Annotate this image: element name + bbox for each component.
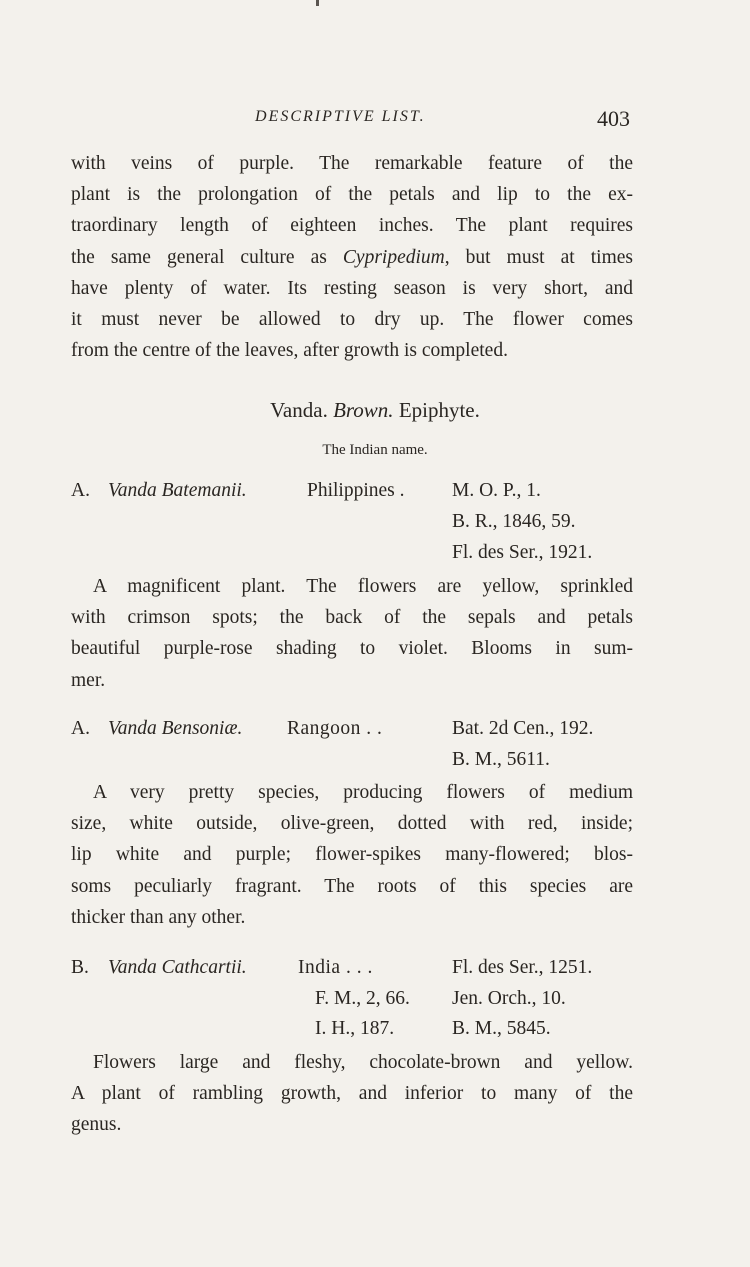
text-line: lip white and purple; flower-spikes many-flowered; blos- xyxy=(71,844,633,866)
text-line: from the centre of the leaves, after growth is completed. xyxy=(71,340,508,362)
text-line: A magnificent plant. The flowers are yellow, sprinkled xyxy=(93,576,633,597)
entry-grade: B. xyxy=(71,957,89,978)
page-edge-mark xyxy=(316,0,319,6)
entry-grade: A. xyxy=(71,480,90,501)
species-locality: India . . . xyxy=(298,957,373,978)
running-title: DESCRIPTIVE LIST. xyxy=(255,108,426,125)
genus-habit: Epiphyte. xyxy=(398,398,480,422)
reference: M. O. P., 1. xyxy=(452,480,541,501)
intro-paragraph xyxy=(71,148,633,366)
text-line: A plant of rambling growth, and inferior to many of the xyxy=(71,1083,633,1105)
reference: B. M., 5845. xyxy=(452,1018,551,1039)
text-line: A very pretty species, producing flowers of medium xyxy=(93,782,633,803)
reference: F. M., 2, 66. xyxy=(315,988,410,1009)
species-description xyxy=(71,1047,633,1141)
reference: Bat. 2d Cen., 192. xyxy=(452,718,594,739)
species-description xyxy=(71,777,633,933)
text-line: traordinary length of eighteen inches. The plant requires xyxy=(71,215,633,237)
text-line: size, white outside, olive-green, dotted with red, inside; xyxy=(71,813,633,835)
genus-heading xyxy=(0,398,750,423)
text-line: soms peculiarly fragrant. The roots of this species are xyxy=(71,875,633,897)
text-line: have plenty of water. Its resting season is very short, and xyxy=(71,277,633,299)
page-number: 403 xyxy=(597,106,630,131)
text-line: genus. xyxy=(71,1114,122,1136)
entry-grade: A. xyxy=(71,718,90,739)
reference: B. M., 5611. xyxy=(452,749,550,770)
species-locality: Philippines . xyxy=(307,480,405,501)
reference: Fl. des Ser., 1921. xyxy=(452,542,593,563)
text-line: mer. xyxy=(71,669,106,691)
text-line: thicker than any other. xyxy=(71,906,246,928)
species-name: Vanda Cathcartii. xyxy=(108,957,247,978)
species-description xyxy=(71,571,633,696)
text-line: beautiful purple-rose shading to violet. Blooms in sum- xyxy=(71,638,633,660)
text-line: with crimson spots; the back of the sepals and petals xyxy=(71,607,633,629)
species-name: Vanda Batemanii. xyxy=(108,480,247,501)
species-name: Vanda Bensoniæ. xyxy=(108,718,243,739)
genus-name: Vanda. xyxy=(270,398,328,422)
text-line: the same general culture as Cypripedium, but must at times xyxy=(71,246,633,268)
reference: B. R., 1846, 59. xyxy=(452,511,576,532)
reference: I. H., 187. xyxy=(315,1018,395,1039)
text-line: Flowers large and fleshy, chocolate-brown and yellow. xyxy=(93,1052,633,1073)
text-line: with veins of purple. The remarkable feature of the xyxy=(71,153,633,174)
running-head xyxy=(0,106,750,136)
reference: Fl. des Ser., 1251. xyxy=(452,957,593,978)
genus-authority: Brown. xyxy=(333,398,394,422)
text-line: it must never be allowed to dry up. The flower comes xyxy=(71,309,633,331)
genus-subtitle: The Indian name. xyxy=(322,442,428,458)
text-line: plant is the prolongation of the petals and lip to the ex- xyxy=(71,184,633,206)
species-locality: Rangoon . . xyxy=(287,718,383,739)
reference: Jen. Orch., 10. xyxy=(452,988,566,1009)
